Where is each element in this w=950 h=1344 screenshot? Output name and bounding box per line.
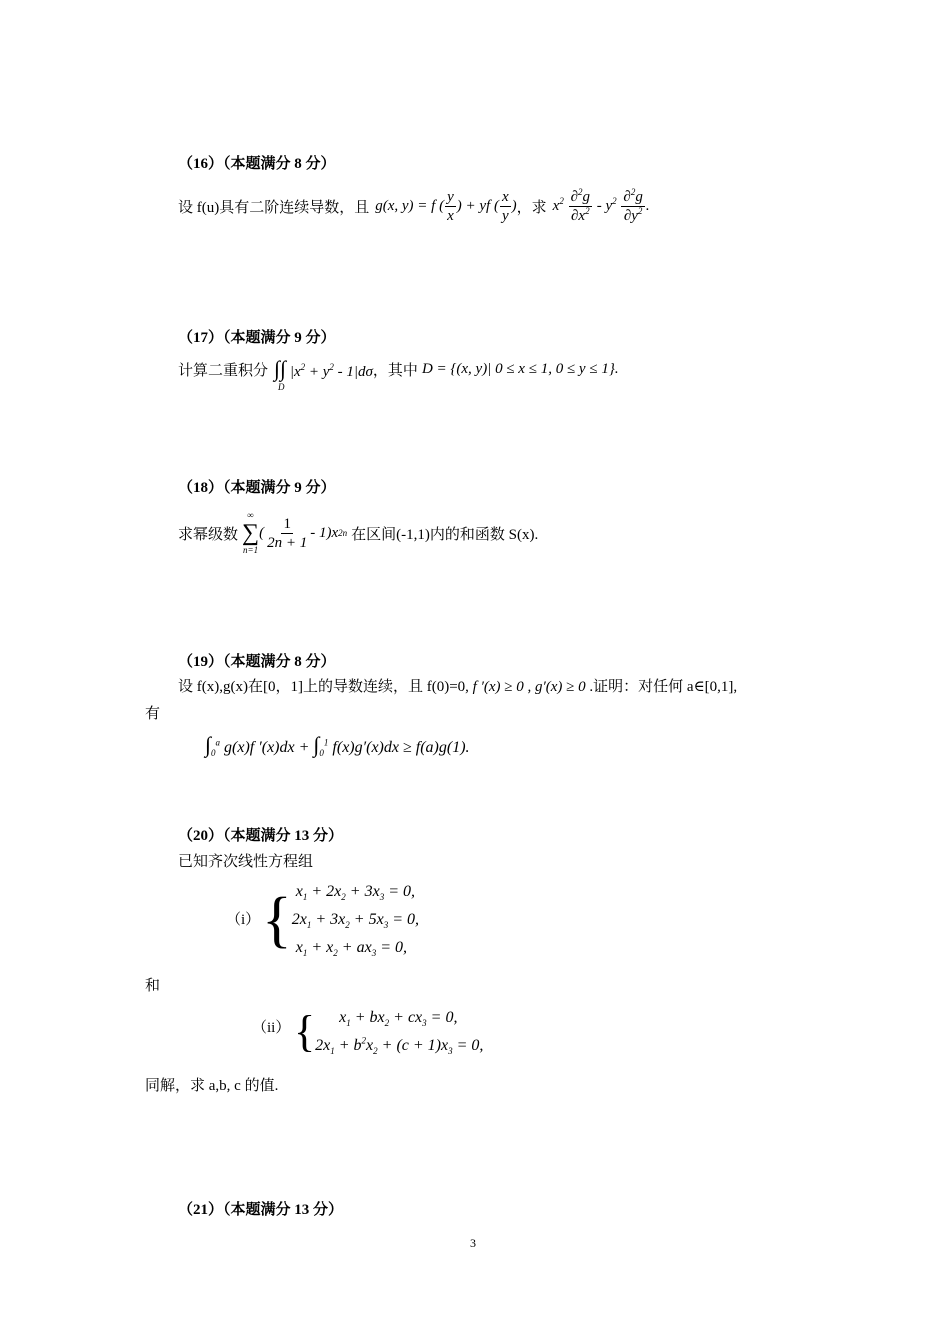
q20-heading: （20）（本题满分 13 分） (178, 828, 344, 844)
q16-text1: 设 f(u)具有二阶连续导数，且 (178, 200, 370, 216)
q16-formula-target: $x^2$ $\frac{\partial^2g}{\partial x^2}$ - $y^2$ $\frac{\partial^2g}{\partial y^2}$ . (552, 187, 650, 224)
page-number: 3 (470, 1236, 476, 1250)
q19-text2: .证明：对任何 a∈[0,1], (589, 679, 738, 695)
q20-eq-ii-1: $x_1 + bx_2 + cx_3 = 0$, (315, 1009, 458, 1029)
q20-system-i (262, 878, 419, 962)
q17-text1: 计算二重积分 (178, 362, 269, 379)
q17-domain: D = {(x, y)| 0 ≤ x ≤ 1, 0 ≤ y ≤ 1}. (421, 360, 619, 377)
q20-eq-i-1: $x_1 + 2x_2 + 3x_3 = 0$, (291, 883, 415, 903)
q20-and: 和 (145, 978, 161, 994)
q20-system-ii (294, 1004, 483, 1060)
q20-eq-i-3: $x_1 + x_2 + ax_3 = 0$, (291, 939, 407, 959)
q20-label-i: （i） (226, 912, 261, 928)
q20-intro: 已知齐次线性方程组 (178, 854, 314, 870)
q20-brace-i: { (262, 886, 292, 954)
q21-heading: （21）（本题满分 13 分） (178, 1202, 344, 1218)
q17-statement (178, 356, 619, 392)
q20-eq-i-2: $2x_1 + 3x_2 + 5x_3 = 0$, (291, 911, 419, 931)
q20-outro: 同解，求 a,b, c 的值. (145, 1078, 279, 1094)
q20-eq-ii-2: $2x_1 + b^2x_2 + (c + 1)x_3 = 0$, (315, 1035, 484, 1057)
q18-series: ∞ ∑ n=1 ( $\frac{1}{2n + 1}$ - 1)x 2n (242, 510, 348, 555)
q20-brace-ii: { (294, 1007, 316, 1056)
q18-heading: （18）（本题满分 9 分） (178, 480, 336, 496)
q17-text2: ，其中 (372, 362, 418, 379)
q19-inequality: $\int_0^a$ g(x)f $'(x)dx + \int_0^1$ f(x)g′(x)dx ≥ f(a)g(1). (205, 732, 470, 759)
q19-text1: 设 f(x),g(x)在[0，1]上的导数连续，且 f(0)=0, (178, 679, 469, 695)
q17-heading: （17）（本题满分 9 分） (178, 330, 336, 346)
q18-statement (178, 510, 538, 556)
q18-text1: 求幂级数 (178, 526, 239, 543)
q19-conditions: f ′(x) ≥ 0 , g′(x) ≥ 0 (472, 679, 586, 695)
q16-heading: （16）（本题满分 8 分） (178, 156, 336, 172)
q16-formula-g: g(x, y) = f ( $\frac{y}{x}$ ) + yf ( $\frac{x}{y}$ ) (375, 189, 517, 224)
q19-text3: 有 (145, 706, 161, 722)
q19-heading: （19）（本题满分 8 分） (178, 654, 336, 670)
q19-statement (178, 675, 737, 696)
q16-statement (178, 188, 650, 225)
q20-label-ii: （ii） (252, 1020, 291, 1036)
q17-integral: ∫∫ D $|x^2 + y^2 - 1|d\sigma$ (274, 356, 373, 392)
q16-text2: ，求 (516, 200, 547, 216)
q18-text2: 在区间(-1,1)内的和函数 S(x). (351, 526, 539, 543)
